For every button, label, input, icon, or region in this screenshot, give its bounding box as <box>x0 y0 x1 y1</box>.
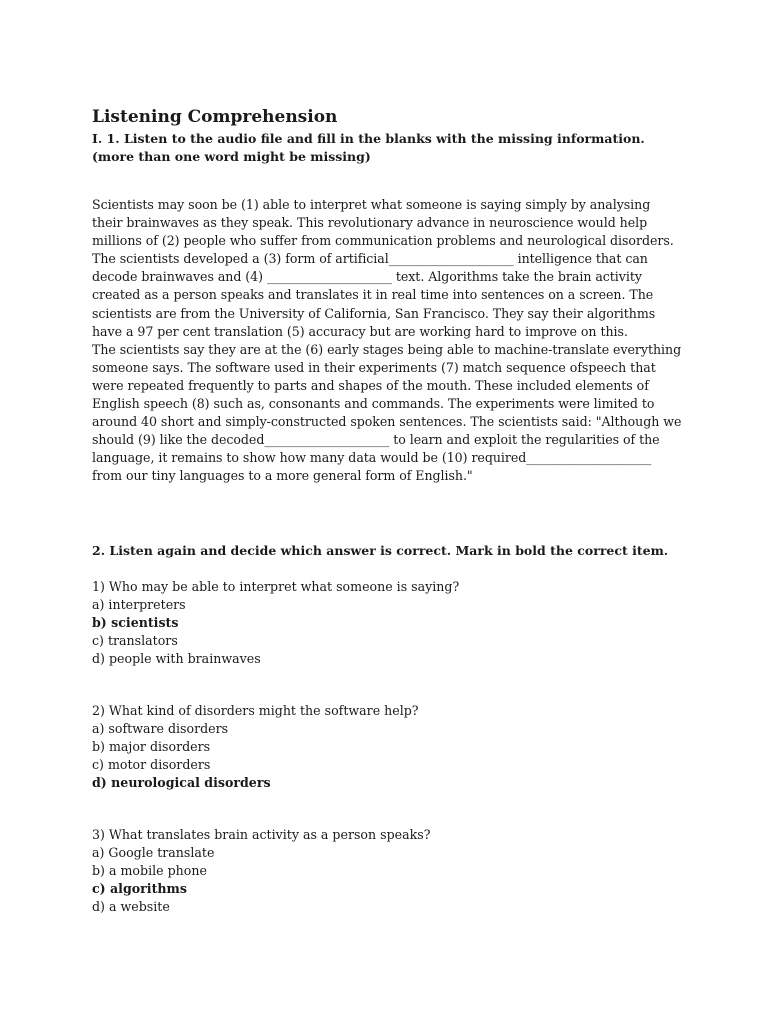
question-1 <box>92 578 682 668</box>
question-3 <box>92 826 682 916</box>
passage-paragraph-1: Scientists may soon be (1) able to interpret what someone is saying simply by analysing their brainwaves as they speak. This revolutionary advance in neuroscience would help millions of (2) people who suffer from communication problems and neurological disorders. The scientists developed a (3) form of artificial____________________ intelligence that can decode brainwaves and (4) ____________________ text. Algorithms take the brain activity created as a person speaks and translates it in real time into sentences on a screen. The scientists are from the University of California, San Francisco. They say their algorithms have a 97 per cent translation (5) accuracy but are working hard to improve on this. <box>92 197 674 339</box>
question-2 <box>92 702 682 792</box>
document-title: Listening Comprehension <box>92 107 338 127</box>
question-text: 2) What kind of disorders might the software help? <box>92 702 419 718</box>
instruction-fill-blanks: I. 1. Listen to the audio file and fill in the blanks with the missing information. (more than one word might be missing) <box>92 131 645 164</box>
answer-option: d) a website <box>92 898 170 914</box>
question-text: 3) What translates brain activity as a person speaks? <box>92 826 431 842</box>
instruction-multiple-choice: 2. Listen again and decide which answer is correct. Mark in bold the correct item. <box>92 542 669 558</box>
answer-option: c) motor disorders <box>92 756 211 772</box>
answer-option: b) a mobile phone <box>92 862 207 878</box>
answer-option: a) Google translate <box>92 844 215 860</box>
document-content <box>92 106 682 916</box>
answer-option: a) interpreters <box>92 596 186 612</box>
answer-option: c) translators <box>92 632 178 648</box>
answer-option-correct: b) scientists <box>92 614 179 630</box>
answer-option-correct: d) neurological disorders <box>92 774 271 790</box>
answer-option: b) major disorders <box>92 738 211 754</box>
answer-option: a) software disorders <box>92 720 229 736</box>
question-text: 1) Who may be able to interpret what someone is saying? <box>92 578 460 594</box>
passage-paragraph-2: The scientists say they are at the (6) early stages being able to machine-translate everything someone says. The software used in their experiments (7) match sequence ofspeech that were repeated frequently to parts and shapes of the mouth. These included elements of English speech (8) such as, consonants and commands. The experiments were limited to around 40 short and simply-constructed spoken sentences. The scientists said: "Although we should (9) like the decoded____________________ to learn and exploit the regularities of the language, it remains to show how many data would be (10) required____________________ from our tiny languages to a more general form of English." <box>92 341 682 484</box>
answer-option-correct: c) algorithms <box>92 880 187 896</box>
listening-passage <box>92 196 682 486</box>
answer-option: d) people with brainwaves <box>92 650 261 666</box>
